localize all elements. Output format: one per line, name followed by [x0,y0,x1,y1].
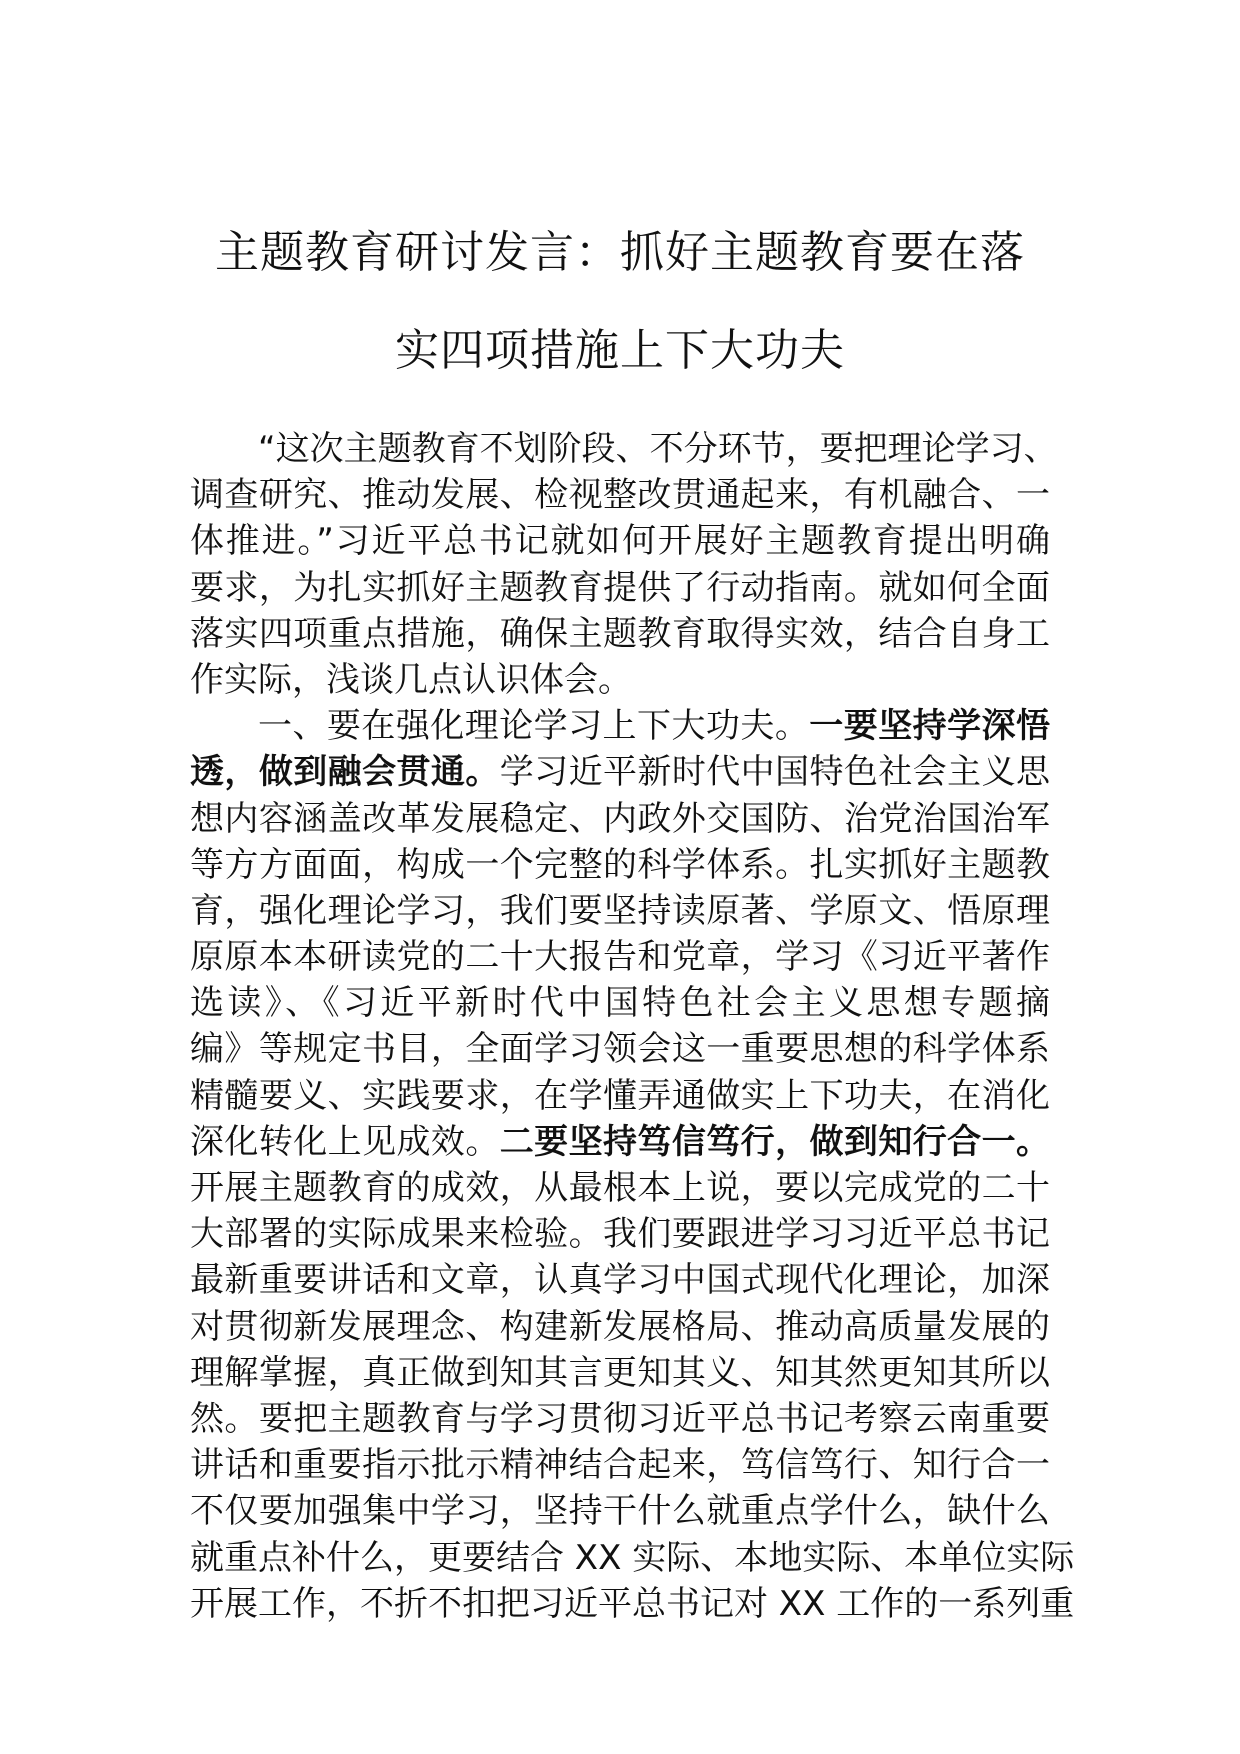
text-segment: 等方方面面，构成一个完整的科学体系。扎实抓好主题教 [190,844,1050,885]
body-line [190,1488,1050,1534]
body-line [190,1304,1050,1350]
body-line [190,888,1050,934]
body-line [190,611,1050,657]
text-segment: 要求，为扎实抓好主题教育提供了行动指南。就如何全面 [190,567,1050,608]
body-line [190,1073,1050,1119]
body-line [190,472,1050,518]
body-line [190,749,1050,795]
text-segment: 不仅要加强集中学习，坚持干什么就重点学什么，缺什么 [190,1491,1050,1532]
text-segment: 大部署的实际成果来检验。我们要跟进学习习近平总书记 [190,1214,1050,1255]
body-line [190,1165,1050,1211]
text-segment: 一、要在强化理论学习上下大功夫。 [258,706,810,747]
body-line [190,980,1050,1026]
bold-text-segment: 二要坚持笃信笃行，做到知行合一。 [499,1121,1050,1162]
text-segment: 最新重要讲话和文章，认真学习中国式现代化理论，加深 [190,1260,1050,1301]
text-segment: 精髓要义、实践要求，在学懂弄通做实上下功夫，在消化 [190,1075,1050,1116]
document-body [190,426,1075,1627]
text-segment: 编》等规定书目，全面学习领会这一重要思想的科学体系 [190,1029,1050,1070]
text-segment: 原原本本研读党的二十大报告和党章，学习《习近平著作 [190,937,1050,978]
text-segment: 开展主题教育的成效，从最根本上说，要以完成党的二十 [190,1168,1050,1208]
body-line [190,796,1050,842]
body-line [190,1581,1075,1627]
text-segment: 想内容涵盖改革发展稳定、内政外交国防、治党治国治军 [190,798,1050,839]
body-line [190,1026,1050,1072]
bold-text-segment: 透，做到融会贯通。 [190,752,500,793]
text-segment: 作实际，浅谈几点认识体会。 [190,659,632,700]
text-segment: 深化转化上见成效。 [190,1121,500,1162]
text-segment: 体推进。”习近平总书记就如何开展好主题教育提出明确 [190,521,1050,562]
text-segment: 讲话和重要指示批示精神结合起来，笃信笃行、知行合一 [190,1445,1050,1486]
text-segment: 选读》、《习近平新时代中国特色社会主义思想专题摘 [190,983,1050,1024]
text-segment: 然。要把主题教育与学习贯彻习近平总书记考察云南重要 [190,1398,1050,1439]
body-line [190,657,1050,703]
body-line [190,1257,1050,1303]
text-segment: 理解掌握，真正做到知其言更知其义、知其然更知其所以 [190,1352,1050,1393]
title-line-2: 实四项措施上下大功夫 [395,325,845,376]
body-line [190,426,1058,472]
text-segment: 调查研究、推动发展、检视整改贯通起来，有机融合、一 [190,475,1050,516]
body-line [190,842,1050,888]
text-segment: 开展工作，不折不扣把习近平总书记对 XX 工作的一系列重 [190,1583,1075,1624]
title-line-1: 主题教育研讨发言：抓好主题教育要在落 [215,227,1025,278]
body-line [190,1350,1050,1396]
bold-text-segment: 一要坚持学深悟 [809,706,1051,747]
body-line [190,1396,1050,1442]
text-segment: 落实四项重点措施，确保主题教育取得实效，结合自身工 [190,613,1050,654]
body-line [190,934,1050,980]
document-title [190,204,1050,400]
body-line [190,1535,1075,1581]
body-line [190,1442,1050,1488]
text-segment: “这次主题教育不划阶段、不分环节，要把理论学习、 [258,429,1058,469]
text-segment: 育，强化理论学习，我们要坚持读原著、学原文、悟原理 [190,890,1050,931]
text-segment: 学习近平新时代中国特色社会主义思 [499,752,1050,793]
text-segment: 就重点补什么，更要结合 XX 实际、本地实际、本单位实际 [190,1537,1075,1578]
body-line [190,565,1050,611]
body-line [190,518,1050,564]
body-line [190,1119,1050,1165]
body-line [190,1211,1050,1257]
body-line [190,703,1050,749]
text-segment: 对贯彻新发展理念、构建新发展格局、推动高质量发展的 [190,1306,1050,1347]
